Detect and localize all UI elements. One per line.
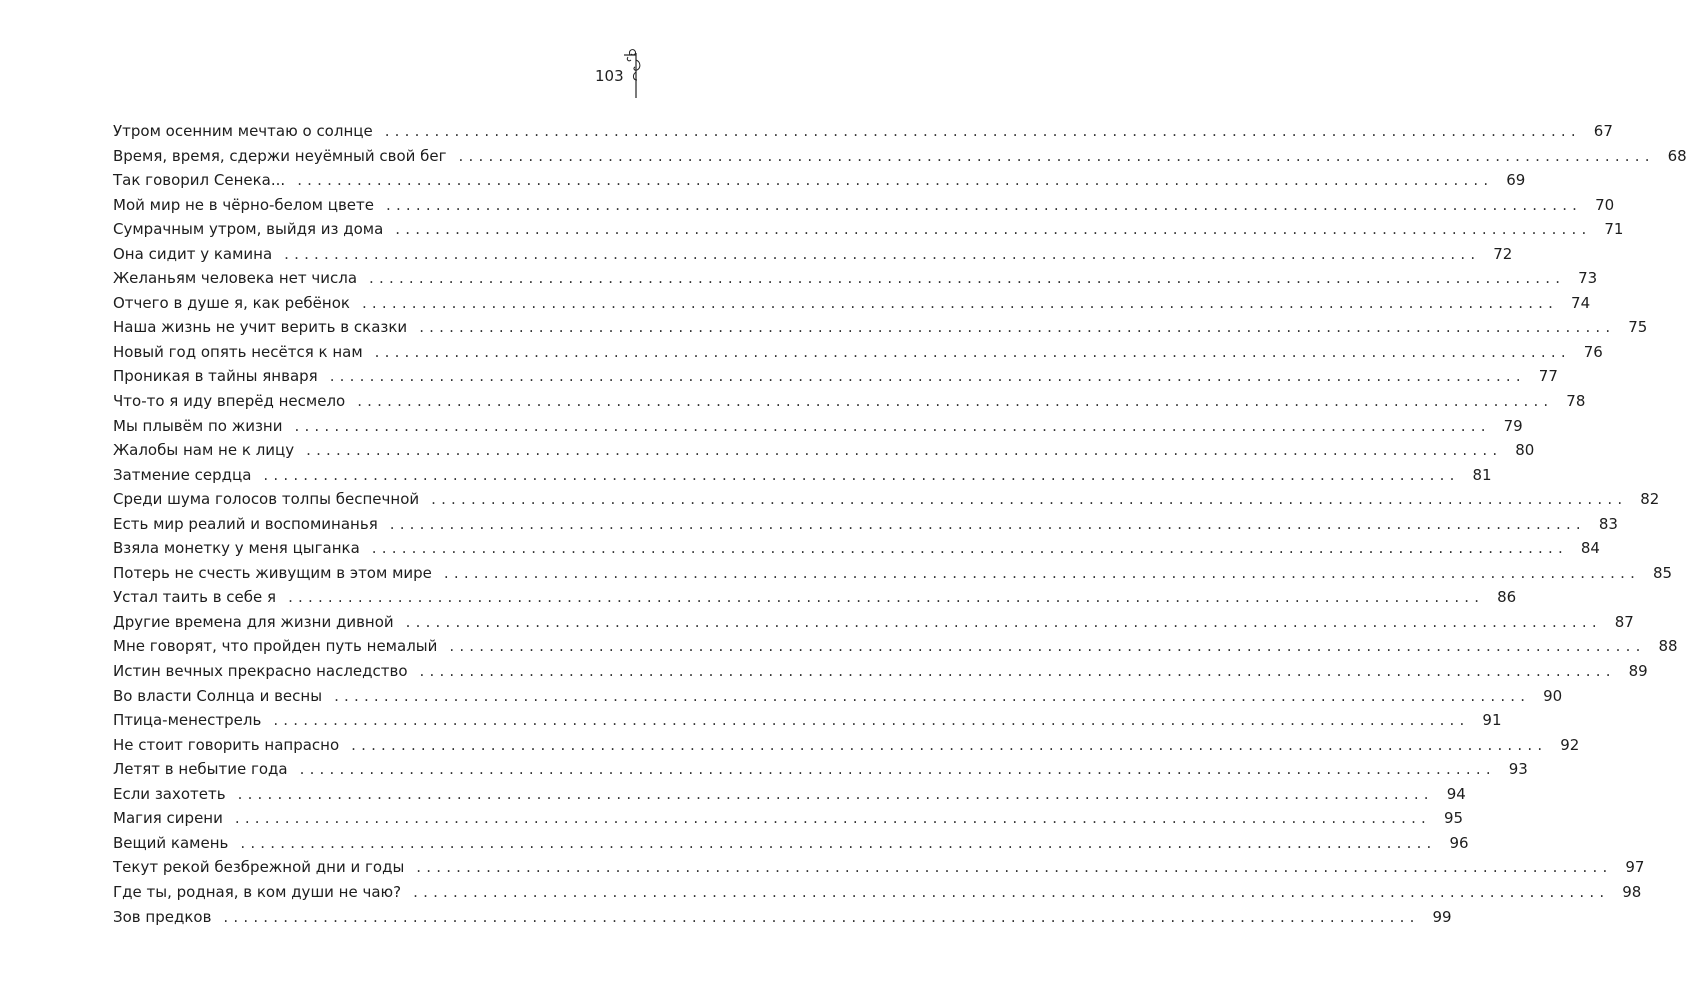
toc-entry-page-number: 80 (1515, 441, 1535, 460)
toc-entry (113, 512, 1618, 537)
toc-entry (113, 634, 1678, 659)
dot-leader: ........................................................................................................................ (288, 588, 1485, 607)
toc-entry (113, 193, 1615, 218)
toc-entry-page-number: 73 (1578, 269, 1598, 288)
toc-entry-page-number: 90 (1543, 686, 1563, 705)
toc-entry (113, 757, 1528, 782)
toc-entry-page-number: 86 (1497, 588, 1517, 607)
dot-leader: ........................................................................................................................ (419, 318, 1616, 337)
toc-entry-title: Утром осенним мечтаю о солнце (113, 122, 373, 140)
toc-entry (113, 266, 1598, 291)
toc-entry (113, 561, 1673, 586)
toc-entry (113, 340, 1603, 365)
toc-entry (113, 438, 1535, 463)
toc-entry-page-number: 78 (1566, 392, 1586, 411)
toc-entry-title: Мой мир не в чёрно-белом цвете (113, 195, 374, 214)
dot-leader: ........................................................................................................................ (223, 907, 1420, 926)
toc-entry-title: Проникая в тайны января (113, 367, 318, 386)
toc-entry-title: Не стоит говорить напрасно (113, 735, 340, 754)
dot-leader: ........................................................................................................................ (431, 490, 1628, 509)
dot-leader: ........................................................................................................................ (361, 293, 1559, 312)
toc-entry (113, 414, 1523, 439)
dot-leader: ........................................................................................................................ (299, 760, 1496, 779)
toc-entry-title: Текут рекой безбрежной дни и годы (113, 858, 405, 877)
toc-entry-title: Так говорил Сенека... (113, 171, 286, 190)
page-number: 103 (595, 67, 624, 85)
toc-entry-page-number: 77 (1538, 367, 1558, 386)
toc-entry-title: Мы плывём по жизни (113, 416, 283, 435)
toc-entry-page-number: 74 (1571, 293, 1591, 312)
dot-leader: ........................................................................................................................ (371, 539, 1568, 558)
toc-entry-title: Она сидит у камина (113, 244, 273, 263)
dot-leader: ........................................................................................................................ (329, 367, 1526, 386)
dot-leader: ........................................................................................................................ (413, 882, 1610, 901)
toc-entry-page-number: 87 (1614, 612, 1634, 631)
dot-leader: ........................................................................................................................ (405, 612, 1602, 631)
toc-entry-page-number: 76 (1583, 342, 1603, 361)
toc-entry-title: Мне говорят, что пройден путь немалый (113, 637, 438, 656)
toc-entry (113, 684, 1563, 709)
toc-entry-page-number: 67 (1593, 122, 1613, 140)
dot-leader: ........................................................................................................................ (384, 122, 1581, 140)
dot-leader: ........................................................................................................................ (351, 735, 1548, 754)
toc-entry-title: Зов предков (113, 907, 212, 926)
dot-leader: ........................................................................................................................ (443, 563, 1641, 582)
toc-entry (113, 659, 1648, 684)
dot-leader: ........................................................................................................................ (389, 514, 1586, 533)
toc-entry-title: Новый год опять несётся к нам (113, 342, 363, 361)
toc-entry-title: Вещий камень (113, 833, 229, 852)
dot-leader: ........................................................................................................................ (237, 784, 1434, 803)
dot-leader: ........................................................................................................................ (449, 637, 1646, 656)
toc-entry-page-number: 89 (1628, 662, 1648, 681)
toc-entry-title: Сумрачным утром, выйдя из дома (113, 220, 384, 239)
toc-entry-title: Затмение сердца (113, 465, 252, 484)
toc-entry-title: Где ты, родная, в ком души не чаю? (113, 882, 402, 901)
toc-entry-title: Отчего в душе я, как ребёнок (113, 293, 350, 312)
dot-leader: ........................................................................................................................ (297, 171, 1494, 190)
dot-leader: ........................................................................................................................ (334, 686, 1531, 705)
toc-entry (113, 880, 1642, 905)
dot-leader: ........................................................................................................................ (416, 858, 1613, 877)
toc-entry-page-number: 71 (1604, 220, 1624, 239)
toc-entry-title: Другие времена для жизни дивной (113, 612, 394, 631)
toc-entry-title: Наша жизнь не учит верить в сказки (113, 318, 408, 337)
toc-entry (113, 364, 1558, 389)
toc-entry (113, 610, 1634, 635)
toc-entry-title: Летят в небытие года (113, 760, 288, 779)
dot-leader: ........................................................................................................................ (240, 833, 1437, 852)
toc-entry-page-number: 96 (1449, 833, 1469, 852)
dot-leader: ........................................................................................................................ (385, 195, 1583, 214)
toc-entry (113, 585, 1517, 610)
toc-entry-title: Желаньям человека нет числа (113, 269, 358, 288)
toc-entry (113, 806, 1464, 831)
toc-entry-page-number: 81 (1472, 465, 1492, 484)
toc-entry-page-number: 79 (1503, 416, 1523, 435)
page-header (594, 40, 644, 100)
toc-entry (113, 536, 1600, 561)
toc-entry (113, 217, 1624, 242)
toc-entry-page-number: 70 (1595, 195, 1615, 214)
toc-entry-title: Устал таить в себе я (113, 588, 277, 607)
toc-entry-title: Во власти Солнца и весны (113, 686, 323, 705)
toc-entry-page-number: 75 (1628, 318, 1648, 337)
toc-entry (113, 119, 1613, 144)
toc-entry-page-number: 91 (1482, 711, 1502, 730)
toc-entry-title: Что-то я иду вперёд несмело (113, 392, 346, 411)
dot-leader: ........................................................................................................................ (294, 416, 1491, 435)
toc-entry-title: Взяла монетку у меня цыганка (113, 539, 360, 558)
toc-entry-title: Есть мир реалий и воспоминанья (113, 514, 378, 533)
toc-entry (113, 487, 1660, 512)
toc-entry (113, 782, 1466, 807)
toc-entry-title: Магия сирени (113, 809, 223, 828)
toc-entry-page-number: 98 (1622, 882, 1642, 901)
toc-entry-title: Истин вечных прекрасно наследство (113, 662, 408, 681)
toc-entry-page-number: 93 (1508, 760, 1528, 779)
toc-entry-page-number: 69 (1506, 171, 1526, 190)
toc-entry-title: Птица-менестрель (113, 711, 262, 730)
toc-entry-page-number: 92 (1560, 735, 1580, 754)
toc-entry (113, 315, 1648, 340)
dot-leader: ........................................................................................................................ (284, 244, 1481, 263)
toc-entry-title: Время, время, сдержи неуёмный свой бег (113, 146, 447, 165)
toc-entry-page-number: 68 (1667, 146, 1687, 165)
toc-entry-title: Потерь не счесть живущим в этом мире (113, 563, 432, 582)
dot-leader: ........................................................................................................................ (234, 809, 1432, 828)
toc-entry (113, 831, 1469, 856)
toc-entry-title: Среди шума голосов толпы беспечной (113, 490, 420, 509)
dot-leader: ........................................................................................................................ (395, 220, 1592, 239)
dot-leader: ........................................................................................................................ (369, 269, 1566, 288)
toc-entry-page-number: 72 (1493, 244, 1513, 263)
toc-entry-page-number: 99 (1432, 907, 1452, 926)
toc-entry (113, 708, 1502, 733)
toc-entry-page-number: 82 (1640, 490, 1660, 509)
toc-entry (113, 144, 1687, 169)
toc-entry-page-number: 84 (1580, 539, 1600, 558)
toc-entry (113, 905, 1452, 930)
dot-leader: ........................................................................................................................ (374, 342, 1571, 361)
toc-entry (113, 168, 1526, 193)
toc-entry (113, 855, 1645, 880)
toc-entry (113, 733, 1580, 758)
toc-entry (113, 291, 1591, 316)
dot-leader: ........................................................................................................................ (458, 146, 1655, 165)
dot-leader: ........................................................................................................................ (263, 465, 1460, 484)
toc-entry-page-number: 83 (1598, 514, 1618, 533)
toc-entry (113, 389, 1586, 414)
toc-entry-page-number: 85 (1652, 563, 1673, 582)
dot-leader: ........................................................................................................................ (306, 441, 1503, 460)
dot-leader: ........................................................................................................................ (419, 662, 1616, 681)
toc-entry (113, 242, 1513, 267)
toc-entry-title: Если захотеть (113, 784, 226, 803)
toc-entry-title: Жалобы нам не к лицу (113, 441, 295, 460)
toc-entry-page-number: 95 (1443, 809, 1464, 828)
dot-leader: ........................................................................................................................ (273, 711, 1470, 730)
dot-leader: ........................................................................................................................ (357, 392, 1554, 411)
toc-entry-page-number: 97 (1625, 858, 1645, 877)
toc-entry-page-number: 88 (1658, 637, 1678, 656)
table-of-contents (113, 119, 1687, 929)
toc-entry-page-number: 94 (1446, 784, 1466, 803)
toc-entry (113, 463, 1492, 488)
